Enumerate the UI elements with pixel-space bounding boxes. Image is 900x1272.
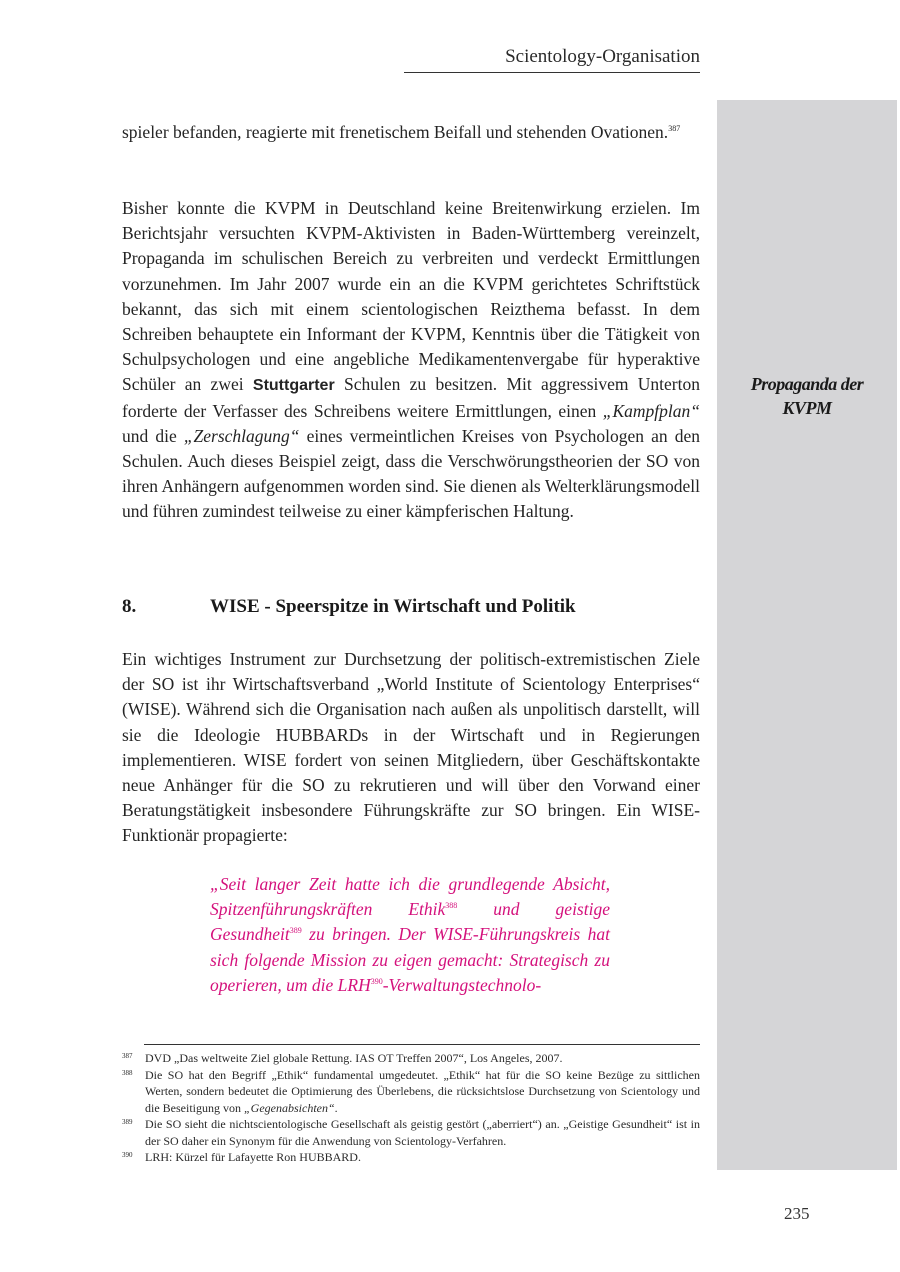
paragraph-1 [122, 120, 700, 145]
footnote-text: Die SO hat den Begriff „Ethik“ fundamental umgedeutet. „Ethik“ hat für die SO keine Bezüge zu sittlichen Werten, sondern bedeutet die Optimierung des Überlebens, die rücksichtslose Durchsetzung von Scientology und die Beseitigung von [145, 1067, 700, 1115]
margin-note-line1: Propaganda der [750, 374, 864, 394]
footnote-number: 387 [122, 1052, 133, 1060]
margin-note-line2: KVPM [782, 398, 832, 418]
header-rule [404, 72, 700, 73]
paragraph-2 [122, 196, 700, 525]
footnote-389 [122, 1116, 700, 1149]
footnote-390 [122, 1149, 700, 1166]
paragraph-2-text-d: eines vermeintlichen Kreises von Psychologen an den Schulen. Auch dieses Beispiel zeigt, dass die Verschwörungstheorien der SO von ihren Anhängern aufgenommen worden sind. Sie dienen als Welterklärungsmodell und führen zumindest teilweise zu einer kämpferischen Haltung. [122, 425, 700, 522]
footnote-text: LRH: Kürzel für Lafayette Ron HUBBARD. [145, 1150, 361, 1164]
footnote-text: Die SO sieht die nichtscientologische Gesellschaft als geistig gestört („aberriert“) an. „Geistige Gesundheit“ ist in der SO daher ein Synonym für die Anwendung von Scientology-Verfahren. [145, 1117, 700, 1148]
italic-kampfplan: „Kampfplan“ [602, 400, 700, 421]
italic-zerschlagung: „Zerschlagung“ [183, 425, 300, 446]
paragraph-2-text-b: Schulen zu besitzen. Mit aggressivem Unterton forderte der Verfasser des Schreibens weitere Ermittlungen, einen [122, 374, 700, 421]
paragraph-3 [122, 647, 700, 849]
section-title: WISE - Speerspitze in Wirtschaft und Politik [210, 596, 576, 617]
page-number: 235 [784, 1204, 810, 1223]
footnote-rule [144, 1044, 700, 1045]
highlight-stuttgarter: Stuttgarter [252, 377, 335, 395]
quote-text-a: „Seit langer Zeit hatte ich die grundlegende Absicht, Spitzenführungskräften Ethik [210, 874, 610, 920]
footnotes [122, 1050, 700, 1166]
footnote-number: 388 [122, 1068, 133, 1077]
section-number: 8. [122, 596, 137, 617]
paragraph-3-text: Ein wichtiges Instrument zur Durchsetzung der politisch-extremistischen Ziele der SO ist ihr Wirtschaftsverband „World Institute of Scientology Enterprises“ (WISE). Während sich die Organisation nach außen als unpolitisch darstellt, will sie die Ideologie HUBBARDs in der Wirtschaft und in Regierungen implementieren. WISE fordert von seinen Mitgliedern, über Geschäftskontakte neue Anhänger für die SO zu rekrutieren und will über den Vorwand einer Beratungstätigkeit insbesondere Führungskräfte zur SO bringen. Ein WISE-Funktionär propagierte: [122, 649, 700, 846]
footnote-end: . [334, 1100, 338, 1115]
margin-sidebar [717, 100, 897, 1170]
paragraph-2-text-c: und die [122, 425, 184, 446]
quote-text-c: zu bringen. Der WISE-Führungskreis hat sich folgende Mission zu eigen gemacht: Strategisch zu operieren, um die LRH [210, 924, 610, 995]
paragraph-2-text-a: Bisher konnte die KVPM in Deutschland keine Breitenwirkung erzielen. Im Berichtsjahr versuchten KVPM-Aktivisten in Baden-Württemberg vereinzelt, Propaganda im schulischen Bereich zu verbreiten und verdeckt Ermittlungen vorzunehmen. Im Jahr 2007 wurde ein an die KVPM gerichtetes Schriftstück bekannt, das sich mit einem scientologischen Reizthema befasst. In dem Schreiben behauptete ein Informant der KVPM, Kenntnis über die Tätigkeit von Schulpsychologen und eine angebliche Medikamentenvergabe für hyperaktive Schüler an zwei [122, 198, 700, 395]
footnote-text: DVD „Das weltweite Ziel globale Rettung. IAS OT Treffen 2007“, Los Angeles, 2007. [145, 1051, 563, 1065]
header-title: Scientology-Organisation [505, 46, 700, 67]
footnote-ref-389: 389 [289, 926, 302, 936]
quote-text-d: -Verwaltungstechnolo- [382, 974, 542, 995]
footnote-ref-387: 387 [668, 124, 681, 134]
footnote-ref-388: 388 [445, 901, 458, 911]
footnote-italic: „Gegenabsichten“ [244, 1100, 335, 1115]
paragraph-1-text: spieler befanden, reagierte mit frenetischem Beifall und stehenden Ovationen. [122, 122, 669, 142]
block-quote [210, 872, 610, 998]
footnote-number: 389 [122, 1118, 133, 1126]
footnote-ref-390: 390 [370, 976, 383, 986]
quote-text-b: und geistige Gesundheit [210, 899, 610, 945]
margin-note [717, 372, 897, 420]
footnote-number: 390 [122, 1151, 133, 1159]
footnote-388 [122, 1067, 700, 1117]
footnote-387 [122, 1050, 700, 1067]
